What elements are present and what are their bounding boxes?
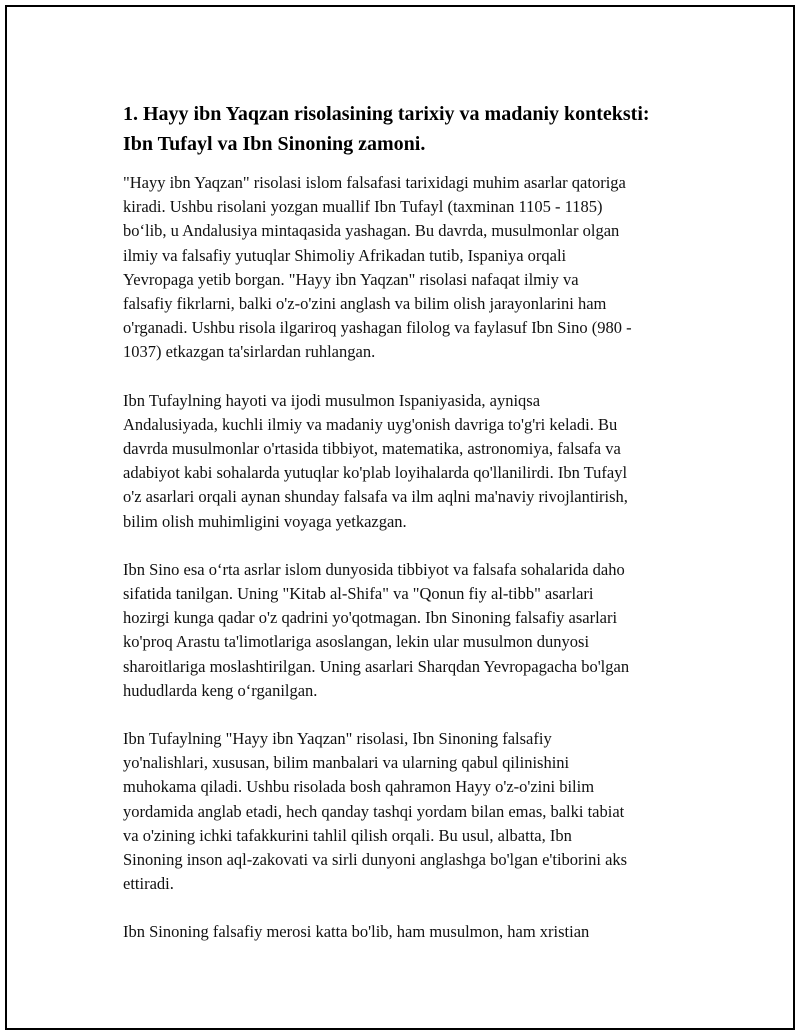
text-line: 1037) etkazgan ta'sirlardan ruhlangan.: [123, 342, 376, 362]
text-line: o'rganadi. Ushbu risola ilgariroq yashagan filolog va faylasuf Ibn Sino (980 -: [123, 318, 632, 338]
document-body: [123, 99, 703, 969]
text-line: yo'nalishlari, xususan, bilim manbalari va ularning qabul qilinishini: [123, 753, 570, 773]
text-line: va o'zining ichki tafakkurini tahlil qilish orqali. Bu usul, albatta, Ibn: [123, 825, 572, 845]
paragraph-1: [123, 171, 703, 365]
paragraph-4: [123, 727, 703, 896]
text-line: Ibn Sino esa o‘rta asrlar islom dunyosida tibbiyot va falsafa sohalarida daho: [123, 559, 625, 579]
paragraph-5: [123, 920, 703, 944]
text-line: "Hayy ibn Yaqzan" risolasi islom falsafasi tarixidagi muhim asarlar qatoriga: [123, 173, 626, 192]
text-line: o'z asarlari orqali aynan shunday falsafa va ilm aqlni ma'naviy rivojlantirish,: [123, 487, 628, 507]
paragraph-2: [123, 389, 703, 534]
text-line: sharoitlariga moslashtirilgan. Uning asarlari Sharqdan Yevropagacha bo'lgan: [123, 656, 630, 676]
text-line: falsafiy fikrlarni, balki o'z-o'zini anglash va bilim olish jarayonlarini ham: [123, 294, 607, 314]
text-line: ilmiy va falsafiy yutuqlar Shimoliy Afrikadan tutib, Ispaniya orqali: [123, 245, 567, 265]
text-line: ko'proq Arastu ta'limotlariga asoslangan, lekin ular musulmon dunyosi: [123, 632, 590, 652]
text-line: sifatida tanilgan. Uning "Kitab al-Shifa" va "Qonun fiy al-tibb" asarlari: [123, 584, 594, 604]
heading-line: Ibn Tufayl va Ibn Sinoning zamoni.: [123, 133, 426, 155]
text-line: Yevropaga yetib borgan. "Hayy ibn Yaqzan" risolasi nafaqat ilmiy va: [123, 269, 579, 289]
text-line: hududlarda keng o‘rganilgan.: [123, 680, 318, 700]
text-line: muhokama qiladi. Ushbu risolada bosh qahramon Hayy o'z-o'zini bilim: [123, 777, 595, 797]
text-line: adabiyot kabi sohalarda yutuqlar ko'plab loyihalarda qo'llanilirdi. Ibn Tufayl: [123, 463, 628, 483]
text-line: Andalusiyada, kuchli ilmiy va madaniy uyg'onish davriga to'g'ri keladi. Bu: [123, 414, 618, 434]
heading-line: 1. Hayy ibn Yaqzan risolasining tarixiy va madaniy konteksti:: [123, 103, 650, 125]
text-line: Ibn Tufaylning "Hayy ibn Yaqzan" risolasi, Ibn Sinoning falsafiy: [123, 729, 552, 749]
text-line: bilim olish muhimligini voyaga yetkazgan.: [123, 511, 407, 531]
text-line: Sinoning inson aql-zakovati va sirli dunyoni anglashga bo'lgan e'tiborini aks: [123, 850, 628, 870]
text-line: Ibn Tufaylning hayoti va ijodi musulmon Ispaniyasida, ayniqsa: [123, 390, 541, 410]
text-line: Ibn Sinoning falsafiy merosi katta bo'lib, ham musulmon, ham xristian: [123, 922, 590, 942]
page-frame: [5, 5, 795, 1030]
text-line: yordamida anglab etadi, hech qanday tashqi yordam bilan emas, balki tabiat: [123, 801, 625, 821]
section-heading: [123, 99, 703, 159]
paragraph-3: [123, 558, 703, 703]
text-line: davrda musulmonlar o'rtasida tibbiyot, matematika, astronomiya, falsafa va: [123, 439, 621, 459]
text-line: hozirgi kunga qadar o'z qadrini yo'qotmagan. Ibn Sinoning falsafiy asarlari: [123, 608, 618, 628]
text-line: kiradi. Ushbu risolani yozgan muallif Ibn Tufayl (taxminan 1105 - 1185): [123, 197, 603, 217]
text-line: ettiradi.: [123, 874, 174, 894]
text-line: bo‘lib, u Andalusiya mintaqasida yashagan. Bu davrda, musulmonlar olgan: [123, 221, 620, 241]
